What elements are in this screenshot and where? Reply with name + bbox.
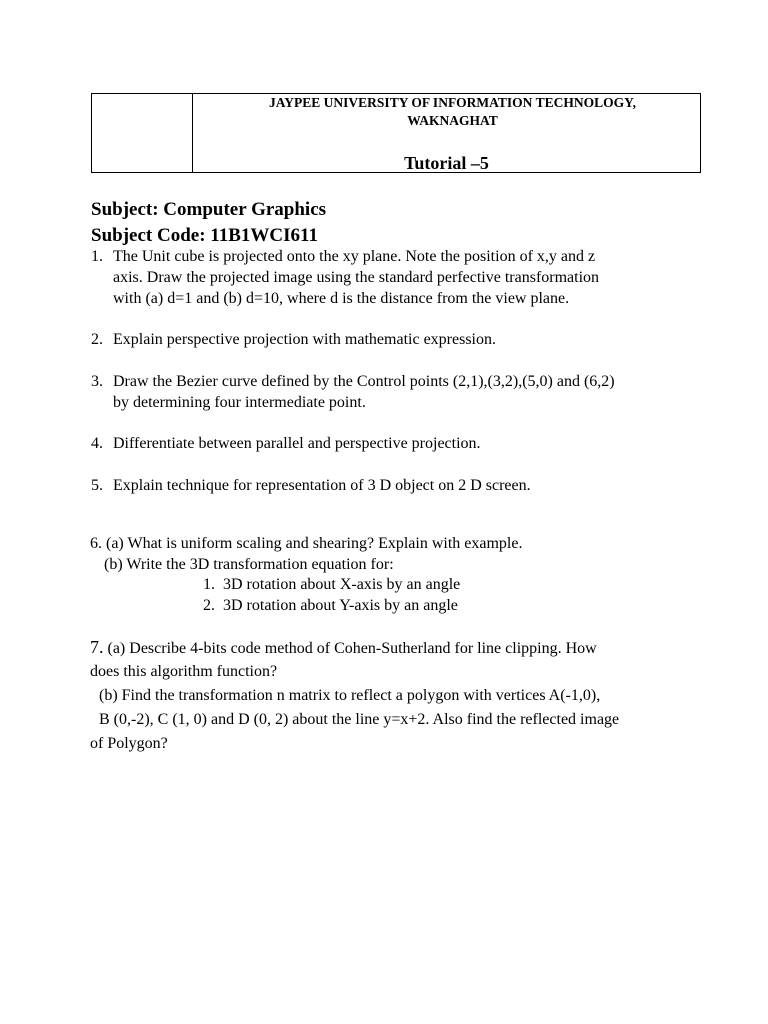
header-title-cell: [193, 94, 700, 172]
question-text: [113, 246, 691, 309]
question-6-part-b: (b) Write the 3D transformation equation for:: [104, 556, 394, 573]
university-name-line1: JAYPEE UNIVERSITY OF INFORMATION TECHNOLOGY,: [269, 95, 636, 110]
question-line: axis. Draw the projected image using the standard perfective transformation: [113, 269, 600, 286]
question-text: Differentiate between parallel and perspective projection.: [113, 435, 481, 452]
question-line: The Unit cube is projected onto the xy plane. Note the position of x,y and z: [113, 248, 596, 265]
question-number: 5.: [91, 477, 103, 494]
question-6-part-a: 6. (a) What is uniform scaling and shearing? Explain with example.: [90, 535, 523, 552]
question-number: 2.: [91, 331, 103, 348]
question-7-part-a-line1: [90, 637, 597, 659]
sub-text: 3D rotation about Y-axis by an angle: [223, 597, 458, 614]
question-5: [91, 475, 691, 496]
question-text: (a) Describe 4-bits code method of Cohen-Sutherland for line clipping. How: [107, 640, 597, 657]
question-line: Draw the Bezier curve defined by the Control points (2,1),(3,2),(5,0) and (6,2): [113, 373, 615, 390]
question-number: 3.: [91, 373, 103, 390]
question-7-part-b-line2: B (0,-2), C (1, 0) and D (0, 2) about the line y=x+2. Also find the reflected image: [99, 711, 620, 728]
sub-number: 1.: [203, 576, 215, 593]
header-logo-cell: [92, 94, 193, 172]
question-6-sub-2: [203, 595, 458, 616]
question-3: [91, 371, 691, 413]
question-1: [91, 246, 691, 309]
subject-code: Subject Code: 11B1WCI611: [91, 225, 318, 246]
sub-number: 2.: [203, 597, 215, 614]
question-number: 1.: [91, 248, 103, 265]
question-number: 4.: [91, 435, 103, 452]
question-number: 7.: [90, 637, 104, 657]
question-line: with (a) d=1 and (b) d=10, where d is the distance from the view plane.: [113, 290, 570, 307]
university-name-line2: WAKNAGHAT: [407, 113, 498, 128]
question-text: [113, 371, 691, 413]
question-6-sub-1: [203, 574, 460, 595]
question-line: by determining four intermediate point.: [113, 394, 366, 411]
header-table: [91, 93, 701, 173]
university-name: [193, 94, 700, 130]
tutorial-title: Tutorial –5: [404, 153, 489, 173]
question-2: [91, 329, 691, 350]
sub-text: 3D rotation about X-axis by an angle: [223, 576, 461, 593]
subject-name: Subject: Computer Graphics: [91, 199, 327, 220]
question-7-part-b-line1: (b) Find the transformation n matrix to reflect a polygon with vertices A(-1,0),: [99, 687, 601, 704]
question-4: [91, 433, 691, 454]
question-7-part-b-line3: of Polygon?: [90, 735, 168, 752]
question-7-part-a-line2: does this algorithm function?: [90, 663, 278, 680]
question-text: Explain perspective projection with mathematic expression.: [113, 331, 496, 348]
question-text: Explain technique for representation of 3 D object on 2 D screen.: [113, 477, 531, 494]
